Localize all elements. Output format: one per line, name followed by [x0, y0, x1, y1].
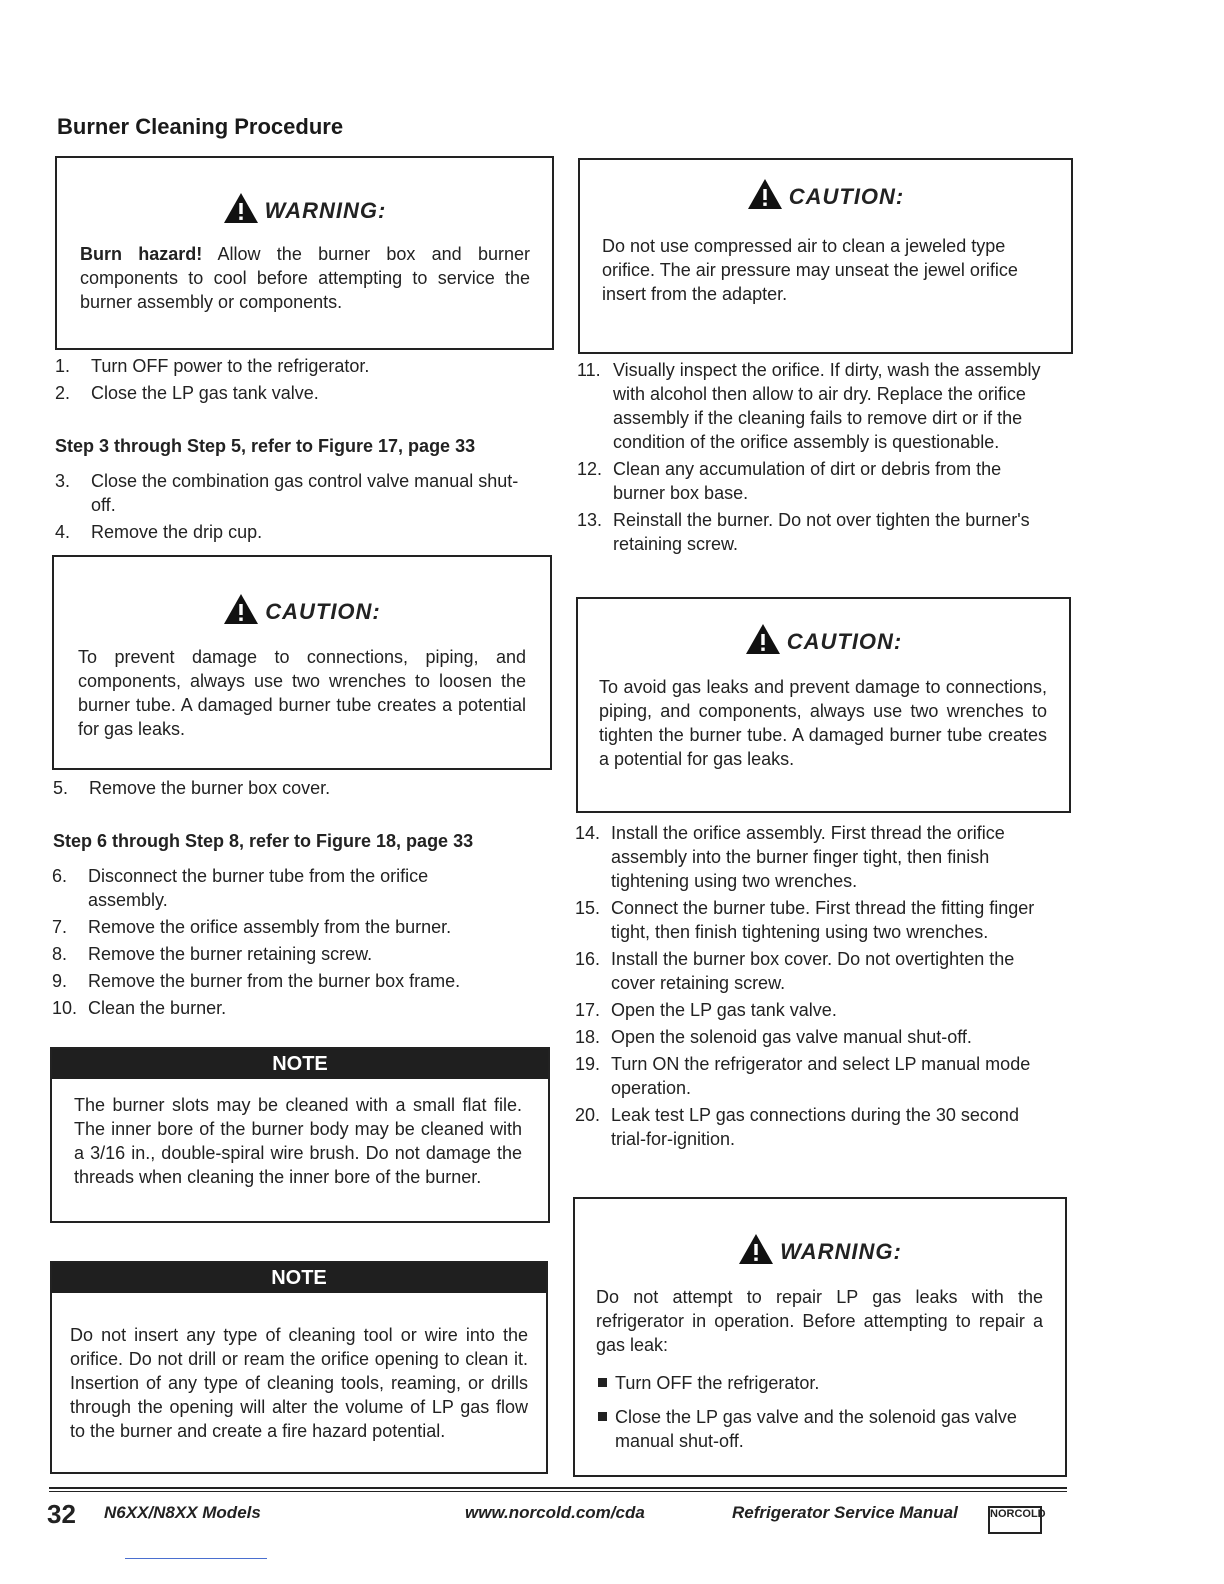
list-item: 16. Install the burner box cover. Do not overtighten the cover retaining screw.	[575, 949, 1015, 993]
list-item: 2. Close the LP gas tank valve.	[55, 383, 319, 403]
note-box-orifice	[50, 1261, 548, 1474]
list-item: 5. Remove the burner box cover.	[53, 778, 331, 798]
list-item: 15. Connect the burner tube. First thread the fitting finger tight, then finish tightening using two wrenches.	[575, 898, 1035, 942]
caution-box-tighten	[576, 597, 1071, 813]
warning-heading: WARNING:	[264, 198, 387, 223]
list-item: 17. Open the LP gas tank valve.	[575, 1000, 837, 1020]
footer-models: N6XX/N8XX Models	[104, 1503, 261, 1522]
list-item: 4. Remove the drip cup.	[55, 522, 263, 542]
norcold-logo: NORCOLD	[988, 1506, 1042, 1534]
list-item: 18. Open the solenoid gas valve manual shut-off.	[575, 1027, 972, 1047]
list-item: 13. Reinstall the burner. Do not over tighten the burner's retaining screw.	[577, 510, 1030, 554]
page-title: Burner Cleaning Procedure	[57, 114, 344, 139]
caution-box-compressed-air	[578, 158, 1073, 354]
list-item: 10. Clean the burner.	[52, 998, 227, 1018]
warning-text: Do not attempt to repair LP gas leaks with the refrigerator in operation. Before attempting to repair a gas leak:	[596, 1287, 1043, 1355]
warning-text: Allow the burner box and burner components to cool before attempting to service the burner assembly or components.	[80, 244, 530, 312]
steps-11-13	[577, 358, 1047, 559]
steps-1-2	[55, 354, 545, 408]
list-item: 9. Remove the burner from the burner box frame.	[52, 971, 461, 991]
bullet-item: Turn OFF the refrigerator.	[596, 1371, 1043, 1395]
caution-text: To prevent damage to connections, piping, and components, always use two wrenches to loosen the burner tube. A damaged burner tube creates a potential for gas leaks.	[78, 647, 526, 739]
footer-underline	[125, 1558, 267, 1559]
note-box-burner-slots	[50, 1047, 550, 1223]
caution-text: To avoid gas leaks and prevent damage to connections, piping, and components, always use two wrenches to tighten the burner tube. A damaged burner tube creates a potential for gas leaks.	[599, 677, 1047, 769]
list-item: 3. Close the combination gas control valve manual shut-off.	[55, 471, 519, 515]
steps-3-4	[55, 469, 535, 547]
bullet-square-icon	[598, 1412, 607, 1421]
warning-heading: WARNING:	[780, 1239, 902, 1264]
caution-box-loosen	[52, 555, 552, 770]
list-item: 11. Visually inspect the orifice. If dirty, wash the assembly with alcohol then allow to air dry. Replace the orifice assembly if the cleaning fails to remove dirt or if the condition of the orifice assembly is questionable.	[577, 360, 1041, 452]
subheading-figure-18: Step 6 through Step 8, refer to Figure 18, page 33	[53, 831, 474, 851]
caution-heading: CAUTION:	[788, 184, 905, 209]
list-item: 20. Leak test LP gas connections during the 30 second trial-for-ignition.	[575, 1105, 1019, 1149]
list-item: 7. Remove the orifice assembly from the burner.	[52, 917, 452, 937]
burn-hazard-lead: Burn hazard!	[80, 244, 203, 264]
warning-box-burn	[55, 156, 554, 350]
step-5	[53, 776, 533, 803]
note-text: Do not insert any type of cleaning tool or wire into the orifice. Do not drill or ream the orifice opening to clean it. Insertion of any type of cleaning tools, reaming, or drills through the opening will alter the volume of LP gas flow to the burner and create a fire hazard potential.	[70, 1325, 528, 1441]
list-item: 19. Turn ON the refrigerator and select LP manual mode operation.	[575, 1054, 1031, 1098]
warning-triangle-icon	[223, 593, 259, 625]
bullet-item: Close the LP gas valve and the solenoid gas valve manual shut-off.	[596, 1405, 1043, 1453]
footer-url: www.norcold.com/cda	[465, 1503, 645, 1522]
note-heading: NOTE	[52, 1049, 548, 1079]
bullet-square-icon	[598, 1378, 607, 1387]
list-item: 8. Remove the burner retaining screw.	[52, 944, 373, 964]
note-text: The burner slots may be cleaned with a small flat file. The inner bore of the burner body may be cleaned with a 3/16 in., double-spiral wire brush. Do not damage the threads when cleaning the inner bore of the burner.	[74, 1095, 522, 1187]
footer-rule	[49, 1487, 1067, 1489]
page-number: 32	[47, 1499, 76, 1529]
warning-box-gas-leaks	[573, 1197, 1067, 1477]
caution-text: Do not use compressed air to clean a jeweled type orifice. The air pressure may unseat the jewel orifice insert from the adapter.	[602, 236, 1018, 304]
warning-triangle-icon	[745, 623, 781, 655]
list-item: 1. Turn OFF power to the refrigerator.	[55, 356, 370, 376]
steps-14-20	[575, 821, 1050, 1154]
caution-heading: CAUTION:	[786, 629, 903, 654]
warning-triangle-icon	[223, 192, 259, 224]
footer-manual-title: Refrigerator Service Manual	[732, 1503, 958, 1522]
warning-triangle-icon	[747, 178, 783, 210]
list-item: 6. Disconnect the burner tube from the orifice assembly.	[52, 866, 429, 910]
caution-heading: CAUTION:	[265, 599, 381, 624]
footer-rule	[49, 1491, 1067, 1492]
list-item: 12. Clean any accumulation of dirt or debris from the burner box base.	[577, 459, 1002, 503]
note-heading: NOTE	[52, 1263, 546, 1293]
steps-6-10	[52, 864, 502, 1023]
subheading-figure-17: Step 3 through Step 5, refer to Figure 17, page 33	[55, 436, 476, 456]
warning-triangle-icon	[738, 1233, 774, 1265]
list-item: 14. Install the orifice assembly. First thread the orifice assembly into the burner finger tight, then finish tightening using two wrenches.	[575, 823, 1005, 891]
